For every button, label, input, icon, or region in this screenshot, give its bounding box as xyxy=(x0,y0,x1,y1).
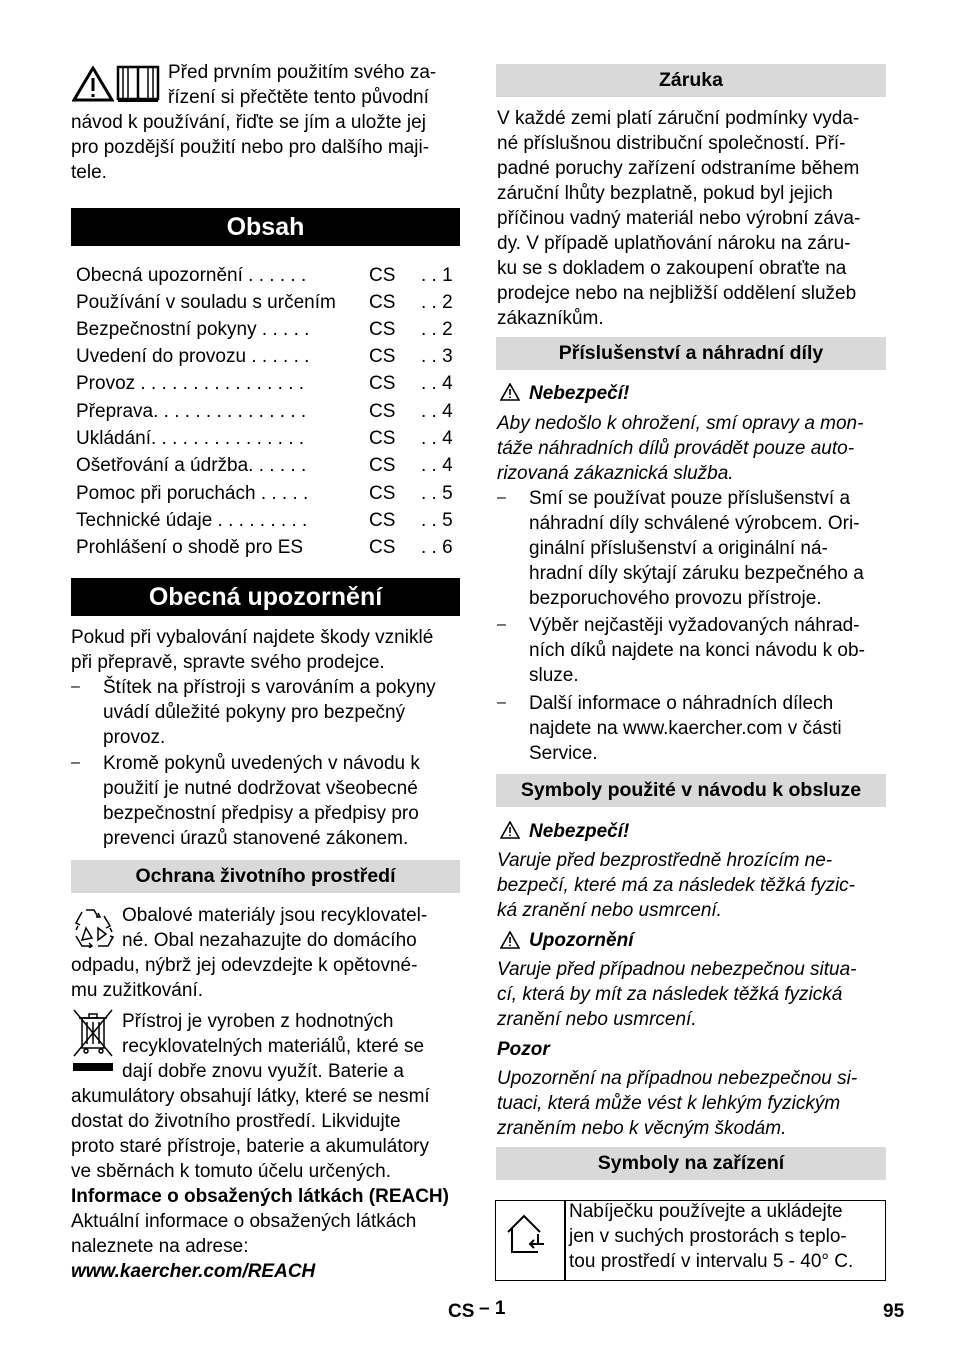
reach-heading: Informace o obsažených látkách (REACH) xyxy=(71,1186,449,1207)
bullet-dash: – xyxy=(497,616,506,633)
warning-triangle-icon xyxy=(500,931,520,949)
crossed-bin-icon xyxy=(72,1008,114,1074)
footer-lang: CS xyxy=(448,1301,475,1322)
warning-triangle-icon xyxy=(500,821,520,839)
general-heading: Obecná upozornění xyxy=(71,578,460,616)
bullet-dash: – xyxy=(497,694,506,711)
toc-row: Používání v souladu s určením CS . . 2 xyxy=(76,292,453,313)
toc-row: Přeprava. . . . . . . . . . . . . . . CS . . 4 xyxy=(76,401,453,422)
toc-row: Technické údaje . . . . . . . . . CS . . 5 xyxy=(76,510,453,531)
toc-row: Pomoc při poruchách . . . . . CS . . 5 xyxy=(76,483,453,504)
indoor-house-icon xyxy=(504,1212,548,1256)
footer-section-page: – 1 xyxy=(479,1298,506,1319)
warranty-heading: Záruka xyxy=(496,64,886,97)
toc-row: Prohlášení o shodě pro ES CS . . 6 xyxy=(76,537,453,558)
manual-book-icon xyxy=(116,63,160,103)
warning-triangle-icon xyxy=(500,383,520,401)
device-symbols-table: Nabíječku používejte a ukládejte jen v suchých prostorách s teplo- tou prostředí v intervalu 5 - 40° C. xyxy=(495,1200,886,1281)
toc-row: Obecná upozornění . . . . . . CS . . 1 xyxy=(76,265,453,286)
reach-link[interactable]: www.kaercher.com/REACH xyxy=(71,1261,316,1282)
bullet-dash: – xyxy=(497,489,506,506)
toc-row: Ošetřování a údržba. . . . . . CS . . 4 xyxy=(76,455,453,476)
page-number: 95 xyxy=(883,1301,905,1322)
bullet-dash: – xyxy=(71,754,80,771)
recycling-icon xyxy=(72,906,116,948)
device-symbols-heading: Symboly na zařízení xyxy=(496,1147,886,1180)
toc-row: Bezpečnostní pokyny . . . . . CS . . 2 xyxy=(76,319,453,340)
bullet-dash: – xyxy=(71,678,80,695)
toc-row: Provoz . . . . . . . . . . . . . . . . CS . . 4 xyxy=(76,373,453,394)
symbols-manual-heading: Symboly použité v návodu k obsluze xyxy=(496,774,886,807)
env-heading: Ochrana životního prostředí xyxy=(71,860,460,893)
warning-triangle-icon xyxy=(72,66,114,102)
toc-heading: Obsah xyxy=(71,208,460,246)
toc-row: Ukládání. . . . . . . . . . . . . . . CS . . 4 xyxy=(76,428,453,449)
accessories-heading: Příslušenství a náhradní díly xyxy=(496,337,886,370)
toc-row: Uvedení do provozu . . . . . . CS . . 3 xyxy=(76,346,453,367)
